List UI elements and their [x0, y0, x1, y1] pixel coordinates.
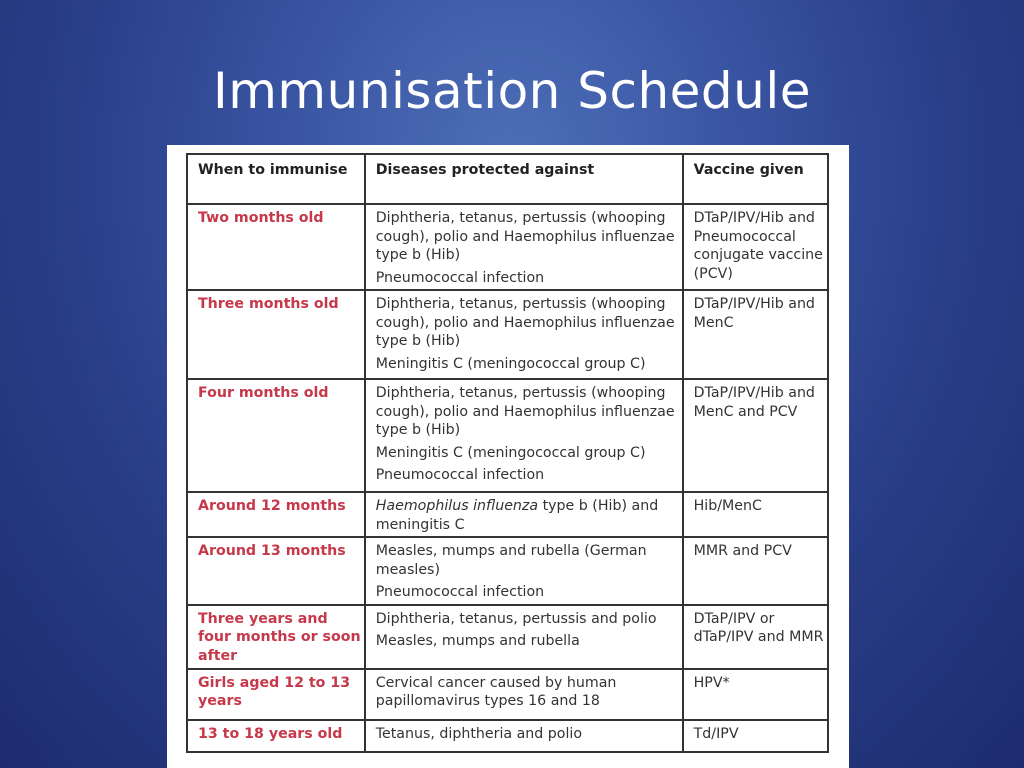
- vaccine-cell: HPV*: [683, 669, 828, 720]
- diseases-cell: [365, 537, 683, 605]
- table-row: [187, 605, 828, 669]
- when-cell: Around 12 months: [187, 492, 365, 537]
- disease-italic: Haemophilus influenza: [375, 498, 539, 514]
- diseases-cell: [365, 492, 683, 537]
- disease-line: Measles, mumps and rubella (German measles): [375, 543, 647, 578]
- table-row: [187, 492, 828, 537]
- table-row: [187, 669, 828, 720]
- vaccine-cell: DTaP/IPV/Hib and MenC and PCV: [683, 379, 828, 492]
- table-panel: [167, 145, 849, 768]
- diseases-cell: [365, 720, 683, 752]
- when-cell: 13 to 18 years old: [187, 720, 365, 752]
- when-cell: Four months old: [187, 379, 365, 492]
- vaccine-cell: Hib/MenC: [683, 492, 828, 537]
- disease-line: Tetanus, diphtheria and polio: [375, 725, 583, 742]
- when-cell: Two months old: [187, 204, 365, 290]
- header-vaccine: Vaccine given: [683, 154, 828, 204]
- when-cell: Girls aged 12 to 13 years: [187, 669, 365, 720]
- when-cell: Three years and four months or soon after: [187, 605, 365, 669]
- diseases-cell: [365, 605, 683, 669]
- table-row: [187, 537, 828, 605]
- vaccine-cell: DTaP/IPV/Hib and Pneumococcal conjugate vaccine (PCV): [683, 204, 828, 290]
- vaccine-cell: MMR and PCV: [683, 537, 828, 605]
- vaccine-cell: DTaP/IPV/Hib and MenC: [683, 290, 828, 379]
- vaccine-cell: Td/IPV: [683, 720, 828, 752]
- disease-line: Meningitis C (meningococcal group C): [375, 355, 646, 372]
- when-cell: Around 13 months: [187, 537, 365, 605]
- slide-title: Immunisation Schedule: [212, 62, 812, 120]
- table-row: [187, 290, 828, 379]
- disease-line: Diphtheria, tetanus, pertussis and polio: [375, 610, 657, 627]
- header-when: When to immunise: [187, 154, 365, 204]
- disease-line: Diphtheria, tetanus, pertussis (whooping cough), polio and Haemophilus influenzae type b (Hib): [375, 296, 675, 349]
- disease-line: Meningitis C (meningococcal group C): [375, 444, 646, 461]
- disease-line: type b (Hib) and meningitis C: [375, 498, 659, 533]
- disease-line: Pneumococcal infection: [375, 467, 545, 483]
- header-diseases: Diseases protected against: [365, 154, 683, 204]
- disease-line: Pneumococcal infection: [375, 584, 545, 600]
- diseases-cell: [365, 379, 683, 492]
- disease-line: Diphtheria, tetanus, pertussis (whooping cough), polio and Haemophilus influenzae type b (Hib): [375, 210, 675, 263]
- header-row: [187, 154, 828, 204]
- disease-line: Cervical cancer caused by human papillomavirus types 16 and 18: [375, 674, 617, 709]
- disease-line: Measles, mumps and rubella: [375, 633, 580, 649]
- diseases-cell: [365, 669, 683, 720]
- table-row: [187, 379, 828, 492]
- table-row: [187, 720, 828, 752]
- immunisation-table: [186, 153, 829, 753]
- diseases-cell: [365, 290, 683, 379]
- table-row: [187, 204, 828, 290]
- disease-line: Diphtheria, tetanus, pertussis (whooping cough), polio and Haemophilus influenzae type b (Hib): [375, 385, 675, 438]
- disease-line: Pneumococcal infection: [375, 269, 545, 286]
- when-cell: Three months old: [187, 290, 365, 379]
- vaccine-cell: DTaP/IPV or dTaP/IPV and MMR: [683, 605, 828, 669]
- diseases-cell: [365, 204, 683, 290]
